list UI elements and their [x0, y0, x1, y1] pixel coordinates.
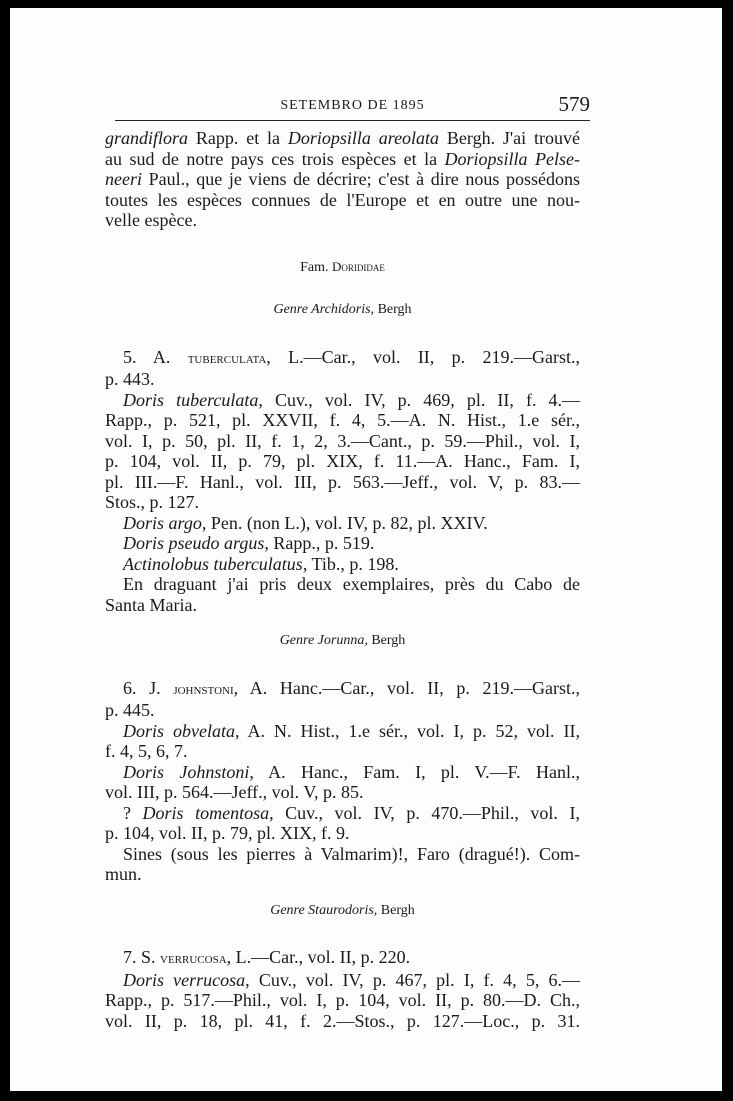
text-run: 7. S. [123, 947, 161, 967]
spacer [105, 278, 580, 300]
genus-name: Genre Jorunna, [279, 633, 368, 648]
spacer [105, 921, 580, 947]
text-line: En draguant j'ai pris deux exemplaires, près du Cabo de [123, 574, 580, 594]
text-line [105, 128, 580, 149]
species-name: Doris argo [123, 512, 202, 533]
family-name: Dorididae [332, 258, 385, 274]
text-line: vol. I, p. 50, pl. II, f. 1, 2, 3.—Cant., p. 59.—Phil., vol. I, [105, 430, 580, 451]
synonym-line [105, 390, 580, 411]
running-title: SETEMBRO DE 1895 [280, 98, 425, 113]
text-line: p. 104, vol. II, p. 79, pl. XIX, f. 9. [105, 823, 350, 843]
text-line: vol. II, p. 18, pl. 41, f. 2.—Stos., p. 127.—Loc., p. 31. [105, 1010, 580, 1031]
species-entry [105, 347, 580, 370]
species-name: Doris verrucosa [123, 969, 246, 990]
text-line [105, 169, 580, 190]
species-name: grandiflora [105, 128, 189, 148]
text-line: toutes les espèces connues de l'Europe et en outre une nou- [105, 189, 580, 210]
species-entry [105, 678, 580, 701]
species-name: Doris tomentosa [142, 802, 270, 823]
text-line: mun. [105, 864, 142, 884]
text-run: , Cuv., vol. IV, p. 469, pl. II, f. 4.— [258, 389, 581, 410]
species-name: johnstoni [173, 680, 234, 698]
spacer [105, 615, 580, 631]
page-header [115, 90, 590, 121]
genus-author: Bergh [374, 302, 412, 317]
text-run: au sud de notre pays ces trois espèces et la [105, 148, 445, 169]
genus-name: Genre Staurodoris, [270, 902, 378, 918]
species-entry [105, 947, 580, 970]
species-name: Doriopsilla Pelse- [444, 148, 580, 169]
text-line [105, 149, 580, 170]
species-name: tuberculata [187, 349, 267, 367]
text-line: f. 4, 5, 6, 7. [105, 741, 188, 761]
text-run: ? [123, 802, 143, 823]
text-run: Fam. [300, 259, 332, 275]
species-name: Doris tuberculata [123, 389, 259, 410]
species-name: Doris Johnstoni [123, 761, 250, 782]
text-run: Paul., que je viens de décrire; c'est à dire nous possédons [141, 169, 580, 189]
family-heading [105, 257, 580, 279]
species-name: Doriopsilla areolata [287, 128, 440, 148]
text-run: 6. J. [123, 677, 174, 698]
synonym-line [105, 554, 580, 575]
text-line: vol. III, p. 564.—Jeff., vol. V, p. 85. [105, 782, 364, 802]
spacer [105, 652, 580, 678]
text-run: , Tib., p. 198. [302, 553, 399, 574]
synonym-line [105, 513, 580, 534]
text-run: , Rapp., p. 519. [264, 533, 375, 553]
page-number: 579 [558, 92, 590, 116]
text-run: , A. N. Hist., 1.e sér., vol. I, p. 52, vol. II, [235, 720, 580, 741]
text-run: , Cuv., vol. IV, p. 467, pl. I, f. 4, 5, 6.— [245, 969, 581, 990]
species-name: Actinolobus tuberculatus [123, 553, 303, 574]
genus-heading [105, 300, 580, 321]
synonym-line [105, 970, 580, 991]
species-name: Doris obvelata [123, 720, 235, 741]
spacer [105, 321, 580, 347]
text-line: velle espèce. [105, 210, 197, 230]
genus-heading [105, 631, 580, 652]
spacer [105, 231, 580, 257]
text-run: Bergh. J'ai trouvé [439, 128, 580, 148]
text-run: , A. Hanc.—Car., vol. II, p. 219.—Garst., [233, 677, 580, 698]
text-run: , L.—Car., vol. II, p. 220. [226, 947, 411, 967]
text-run: , Pen. (non L.), vol. IV, p. 82, pl. XXIV. [201, 512, 488, 533]
text-line: pl. III.—F. Hanl., vol. III, p. 563.—Jeff., vol. V, p. 83.— [105, 471, 580, 492]
text-run: Rapp. et la [188, 128, 288, 148]
text-run: 5. A. [123, 346, 188, 367]
body-text [105, 128, 580, 1031]
text-line: Stos., p. 127. [105, 492, 200, 512]
text-run: , Cuv., vol. IV, p. 470.—Phil., vol. I, [269, 802, 580, 823]
text-run: , L.—Car., vol. II, p. 219.—Garst., [266, 346, 580, 367]
text-line: p. 104, vol. II, p. 79, pl. XIX, f. 11.—A. Hanc., Fam. I, [105, 451, 580, 471]
text-run: , A. Hanc., Fam. I, pl. V.—F. Hanl., [249, 761, 580, 782]
text-line: p. 443. [105, 369, 155, 389]
species-name: Doris pseudo argus [123, 533, 265, 553]
synonym-line [105, 762, 580, 783]
genus-heading [105, 901, 580, 922]
text-line: Rapp., p. 521, pl. XXVII, f. 4, 5.—A. N. Hist., 1.e sér., [105, 410, 580, 430]
synonym-line [105, 533, 580, 554]
text-line: Sines (sous les pierres à Valmarim)!, Faro (dragué!). Com- [123, 843, 580, 864]
text-line: Rapp., p. 517.—Phil., vol. I, p. 104, vol. II, p. 80.—D. Ch., [105, 990, 580, 1010]
genus-author: Bergh [367, 633, 406, 648]
species-name: neeri [105, 169, 142, 189]
genus-name: Genre Archidoris, [273, 302, 375, 317]
species-name: verrucosa [160, 950, 227, 967]
spacer [105, 885, 580, 901]
text-line: Santa Maria. [105, 594, 197, 615]
synonym-line [105, 803, 580, 824]
genus-author: Bergh [377, 902, 415, 918]
text-line: p. 445. [105, 700, 155, 720]
synonym-line [105, 721, 580, 742]
